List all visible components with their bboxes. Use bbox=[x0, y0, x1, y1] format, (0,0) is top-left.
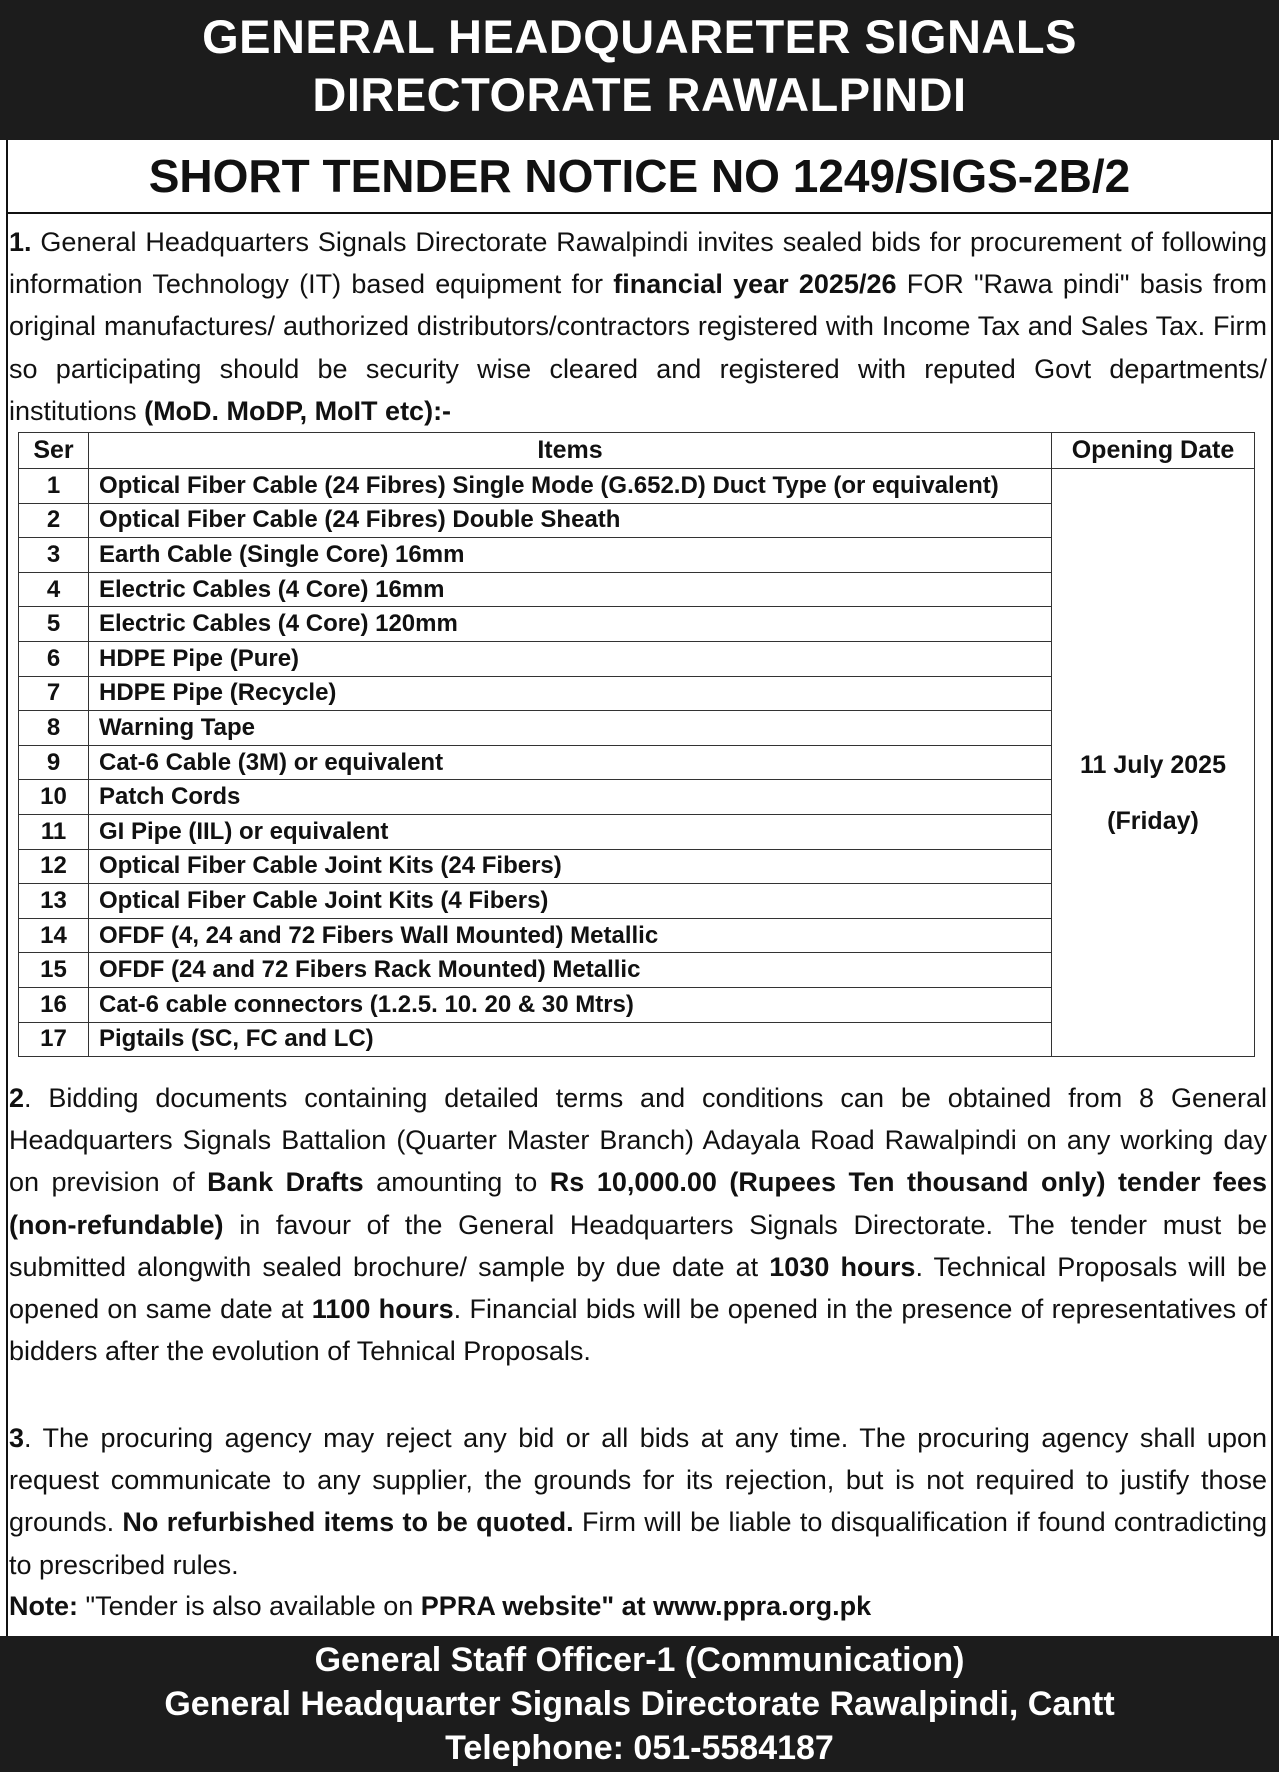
paragraph-3-text-a: . The procuring agency may reject any bid or all bids at any time. The procuring agency shall upon request communicate to any supplier, the grounds for its rejection, but is not required to justify those grounds. bbox=[9, 1423, 1267, 1538]
paragraph-1-number: 1. bbox=[9, 227, 32, 257]
row-item: Earth Cable (Single Core) 16mm bbox=[89, 538, 1052, 573]
row-ser: 3 bbox=[19, 538, 89, 573]
header-items: Items bbox=[89, 433, 1052, 469]
paragraph-2-text-d: . Technical Proposals will be opened on same date at bbox=[9, 1251, 1267, 1325]
row-ser: 16 bbox=[19, 987, 89, 1022]
row-ser: 1 bbox=[19, 469, 89, 504]
row-item: Patch Cords bbox=[89, 780, 1052, 815]
header-line-2: DIRECTORATE RAWALPINDI bbox=[312, 68, 967, 121]
row-item: OFDF (4, 24 and 72 Fibers Wall Mounted) Metallic bbox=[89, 918, 1052, 953]
footer-banner bbox=[0, 1636, 1279, 1772]
note-line bbox=[9, 1585, 1267, 1627]
paragraph-1-bold-b: (MoD. MoDP, MoIT etc):- bbox=[144, 395, 452, 426]
note-text: "Tender is also available on bbox=[78, 1591, 421, 1621]
row-item: Optical Fiber Cable (24 Fibres) Double Sheath bbox=[89, 503, 1052, 538]
row-ser: 10 bbox=[19, 780, 89, 815]
row-item: Cat-6 Cable (3M) or equivalent bbox=[89, 745, 1052, 780]
note-link-text: PPRA website" at www.ppra.org.pk bbox=[420, 1591, 872, 1621]
row-item: Electric Cables (4 Core) 16mm bbox=[89, 572, 1052, 607]
paragraph-2-bold-c: 1030 hours bbox=[769, 1251, 916, 1282]
row-ser: 6 bbox=[19, 641, 89, 676]
paragraph-2-bold-d: 1100 hours bbox=[311, 1294, 454, 1325]
footer-line-1: General Staff Officer-1 (Communication) bbox=[314, 1641, 965, 1679]
row-ser: 17 bbox=[19, 1022, 89, 1057]
row-item: Pigtails (SC, FC and LC) bbox=[89, 1022, 1052, 1057]
header-line-1: GENERAL HEADQUARETER SIGNALS bbox=[202, 10, 1077, 63]
row-ser: 15 bbox=[19, 953, 89, 988]
paragraph-1 bbox=[9, 221, 1267, 432]
paragraph-3-number: 3 bbox=[9, 1423, 25, 1453]
header-opening-date: Opening Date bbox=[1052, 433, 1255, 469]
opening-date-cell bbox=[1052, 469, 1255, 1057]
row-ser: 7 bbox=[19, 676, 89, 711]
row-ser: 9 bbox=[19, 745, 89, 780]
row-item: Optical Fiber Cable Joint Kits (24 Fibers) bbox=[89, 849, 1052, 884]
row-item: OFDF (24 and 72 Fibers Rack Mounted) Metallic bbox=[89, 953, 1052, 988]
paragraph-2-text-b: amounting to bbox=[363, 1167, 550, 1198]
paragraph-1-text-b: FOR "Rawa pindi" basis from original manufactures/ authorized distributors/contractors registered with Income Tax and Sales Tax. Firm so participating should be security wise cleared and registered with reputed Govt departments/ institutions bbox=[9, 269, 1267, 426]
footer-line-2: General Headquarter Signals Directorate Rawalpindi, Cantt bbox=[164, 1685, 1115, 1723]
header-banner bbox=[0, 0, 1279, 140]
note-label: Note: bbox=[9, 1591, 78, 1621]
row-item: Cat-6 cable connectors (1.2.5. 10. 20 & 30 Mtrs) bbox=[89, 987, 1052, 1022]
table-row bbox=[19, 469, 1255, 504]
notice-title: SHORT TENDER NOTICE NO 1249/SIGS-2B/2 bbox=[6, 140, 1273, 214]
row-ser: 11 bbox=[19, 814, 89, 849]
paragraph-2-bold-b: Rs 10,000.00 (Rupees Ten thousand only) tender fees (non-refundable) bbox=[9, 1167, 1268, 1240]
header-ser: Ser bbox=[19, 433, 89, 469]
paragraph-2-text-c: in favour of the General Headquarters Signals Directorate. The tender must be submitted alongwith sealed brochure/ sample by due date at bbox=[9, 1209, 1267, 1282]
paragraph-1-text-a: General Headquarters Signals Directorate Rawalpindi invites sealed bids for procurement of following information Technology (IT) based equipment for bbox=[9, 227, 1267, 300]
row-ser: 13 bbox=[19, 884, 89, 919]
row-item: Optical Fiber Cable (24 Fibres) Single Mode (G.652.D) Duct Type (or equivalent) bbox=[89, 469, 1052, 504]
row-item: GI Pipe (IIL) or equivalent bbox=[89, 814, 1052, 849]
items-table bbox=[18, 432, 1255, 1057]
row-ser: 5 bbox=[19, 607, 89, 642]
row-item: Warning Tape bbox=[89, 711, 1052, 746]
row-ser: 14 bbox=[19, 918, 89, 953]
paragraph-2-text-a: . Bidding documents containing detailed terms and conditions can be obtained from 8 General Headquarters Signals Battalion (Quarter Master Branch) Adayala Road Rawalpindi on any working day on prevision of bbox=[9, 1083, 1267, 1198]
row-ser: 4 bbox=[19, 572, 89, 607]
row-item: HDPE Pipe (Recycle) bbox=[89, 676, 1052, 711]
row-ser: 8 bbox=[19, 711, 89, 746]
row-item: HDPE Pipe (Pure) bbox=[89, 641, 1052, 676]
table-header-row bbox=[19, 433, 1255, 469]
paragraph-2-bold-a: Bank Drafts bbox=[207, 1167, 364, 1198]
row-ser: 2 bbox=[19, 503, 89, 538]
paragraph-3-text-b: Firm will be liable to disqualification if found contradicting to prescribed rules. bbox=[9, 1507, 1268, 1580]
paragraph-3 bbox=[9, 1417, 1267, 1586]
row-ser: 12 bbox=[19, 849, 89, 884]
row-item: Optical Fiber Cable Joint Kits (4 Fibers) bbox=[89, 884, 1052, 919]
opening-day: (Friday) bbox=[1107, 806, 1199, 835]
footer-telephone: Telephone: 051-5584187 bbox=[445, 1729, 834, 1767]
opening-date: 11 July 2025 bbox=[1080, 750, 1226, 779]
row-item: Electric Cables (4 Core) 120mm bbox=[89, 607, 1052, 642]
paragraph-2-number: 2 bbox=[9, 1083, 25, 1113]
paragraph-2 bbox=[9, 1077, 1267, 1372]
paragraph-2-text-e: . Financial bids will be opened in the presence of representatives of bidders after the evolution of Tehnical Proposals. bbox=[9, 1294, 1267, 1367]
paragraph-3-bold-a: No refurbished items to be quoted. bbox=[122, 1507, 574, 1538]
paragraph-1-bold-a: financial year 2025/26 bbox=[613, 269, 897, 300]
